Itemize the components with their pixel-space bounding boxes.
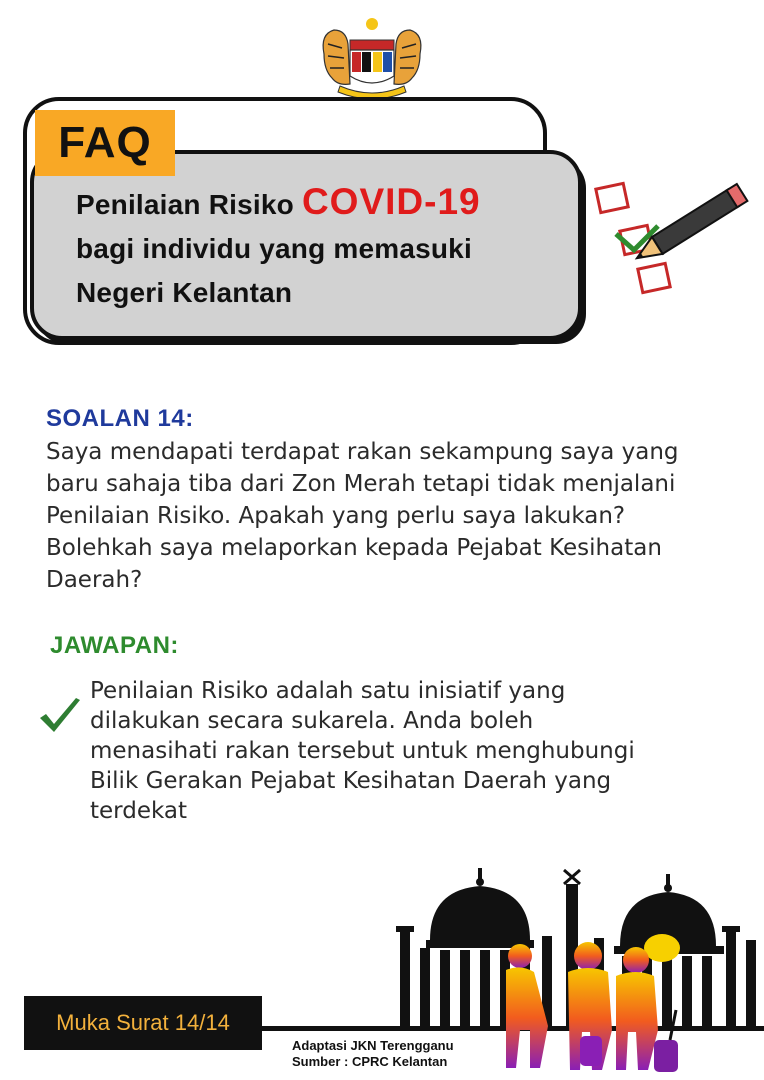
- answer-line: Penilaian Risiko adalah satu inisiatif yang: [90, 678, 566, 704]
- checkmark-icon: [38, 694, 82, 738]
- title-line-1-prefix: Penilaian Risiko: [76, 189, 302, 220]
- title-covid-highlight: COVID-19: [301, 181, 481, 222]
- answer-line: menasihati rakan tersebut untuk menghubungi: [90, 738, 635, 764]
- question-line: Bolehkah saya melaporkan kepada Pejabat Kesihatan: [46, 535, 662, 561]
- title-line-1: [76, 180, 576, 227]
- credits: [292, 1038, 492, 1070]
- question-line: Daerah?: [46, 567, 143, 593]
- question-text: [46, 436, 726, 596]
- credit-source: Sumber : CPRC Kelantan: [292, 1054, 448, 1069]
- page-title: [76, 180, 576, 315]
- faq-tag: FAQ: [35, 110, 175, 176]
- answer-line: dilakukan secara sukarela. Anda boleh: [90, 708, 534, 734]
- answer-heading: JAWAPAN:: [50, 632, 179, 659]
- title-line-3: Negeri Kelantan: [76, 277, 293, 308]
- credit-adaptation: Adaptasi JKN Terengganu: [292, 1038, 454, 1053]
- state-crest-logo: [316, 14, 428, 100]
- page-number-label: Muka Surat 14/14: [24, 996, 262, 1050]
- question-heading: SOALAN 14:: [46, 405, 194, 432]
- question-line: Saya mendapati terdapat rakan sekampung saya yang: [46, 439, 679, 465]
- answer-line: Bilik Gerakan Pejabat Kesihatan Daerah yang: [90, 768, 612, 794]
- answer-text: [90, 676, 730, 826]
- question-line: Penilaian Risiko. Apakah yang perlu saya lakukan?: [46, 503, 626, 529]
- answer-line: terdekat: [90, 798, 187, 824]
- checklist-pencil-illustration: [588, 170, 760, 310]
- question-line: baru sahaja tiba dari Zon Merah tetapi tidak menjalani: [46, 471, 676, 497]
- title-line-2: bagi individu yang memasuki: [76, 233, 472, 264]
